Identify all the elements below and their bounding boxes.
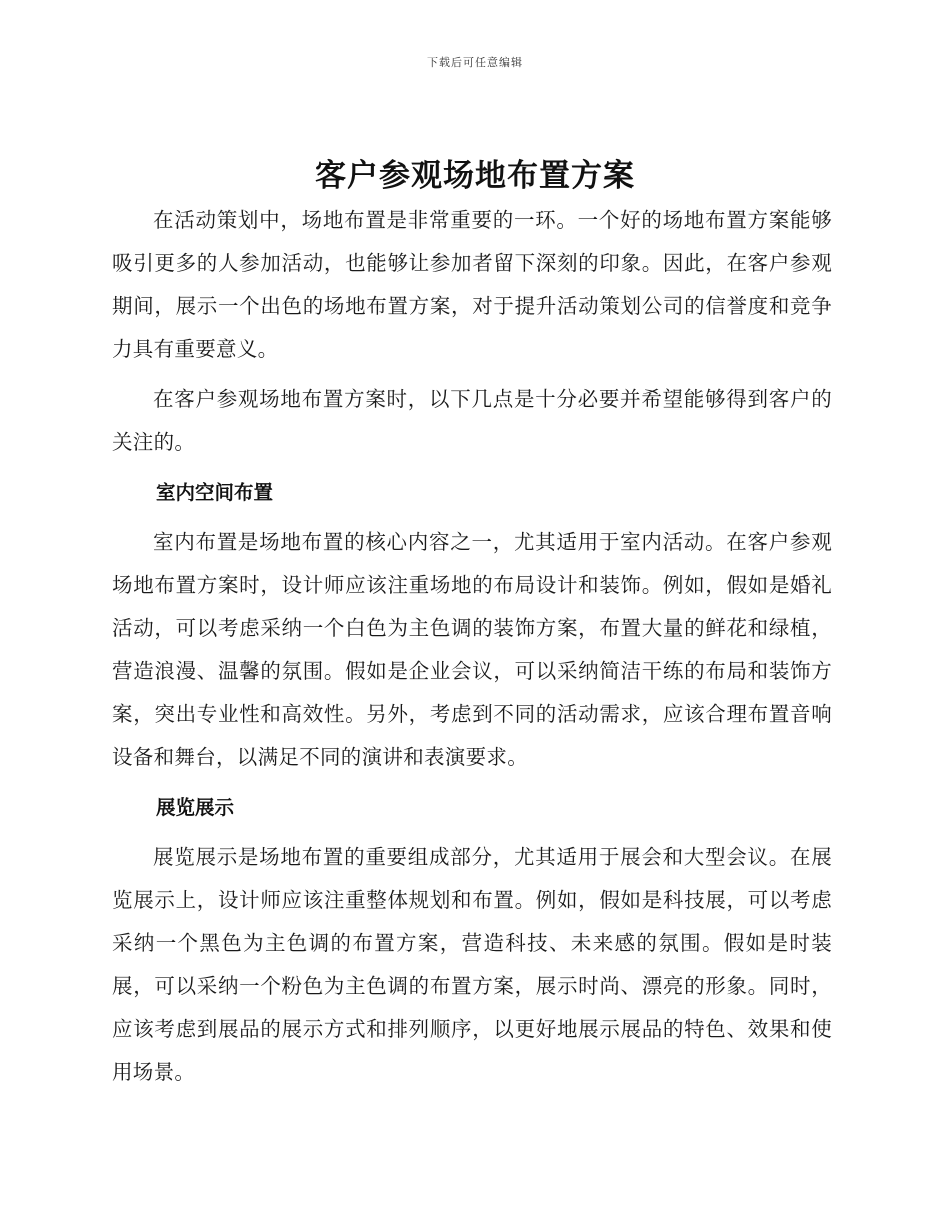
section-heading-indoor-layout: 室内空间布置: [156, 481, 274, 504]
document-title: 客户参观场地布置方案: [315, 158, 635, 194]
section-paragraph-indoor-layout: 室内布置是场地布置的核心内容之一，尤其适用于室内活动。在客户参观场地布置方案时，设计师应该注重场地的布局设计和装饰。例如，假如是婚礼活动，可以考虑采纳一个白色为主色调的装饰方案，布置大量的鲜花和绿植，营造浪漫、温馨的氛围。假如是企业会议，可以采纳简洁干练的布局和装饰方案，突出专业性和高效性。另外，考虑到不同的活动需求，应该合理布置音响设备和舞台，以满足不同的演讲和表演要求。: [112, 530, 832, 769]
section-paragraph-exhibition: 展览展示是场地布置的重要组成部分，尤其适用于展会和大型会议。在展览展示上，设计师应该注重整体规划和布置。例如，假如是科技展，可以考虑采纳一个黑色为主色调的布置方案，营造科技、未来感的氛围。假如是时装展，可以采纳一个粉色为主色调的布置方案，展示时尚、漂亮的形象。同时，应该考虑到展品的展示方式和排列顺序，以更好地展示展品的特色、效果和使用场景。: [112, 845, 832, 1084]
document-body: [112, 199, 832, 1101]
header-note: 下载后可任意编辑: [427, 56, 523, 69]
section-heading-exhibition: 展览展示: [156, 796, 235, 819]
intro-paragraph-2: 在客户参观场地布置方案时，以下几点是十分必要并希望能够得到客户的关注的。: [112, 387, 832, 454]
intro-paragraph-1: 在活动策划中，场地布置是非常重要的一环。一个好的场地布置方案能够吸引更多的人参加活动，也能够让参加者留下深刻的印象。因此，在客户参观期间，展示一个出色的场地布置方案，对于提升活动策划公司的信誉度和竞争力具有重要意义。: [112, 208, 832, 361]
